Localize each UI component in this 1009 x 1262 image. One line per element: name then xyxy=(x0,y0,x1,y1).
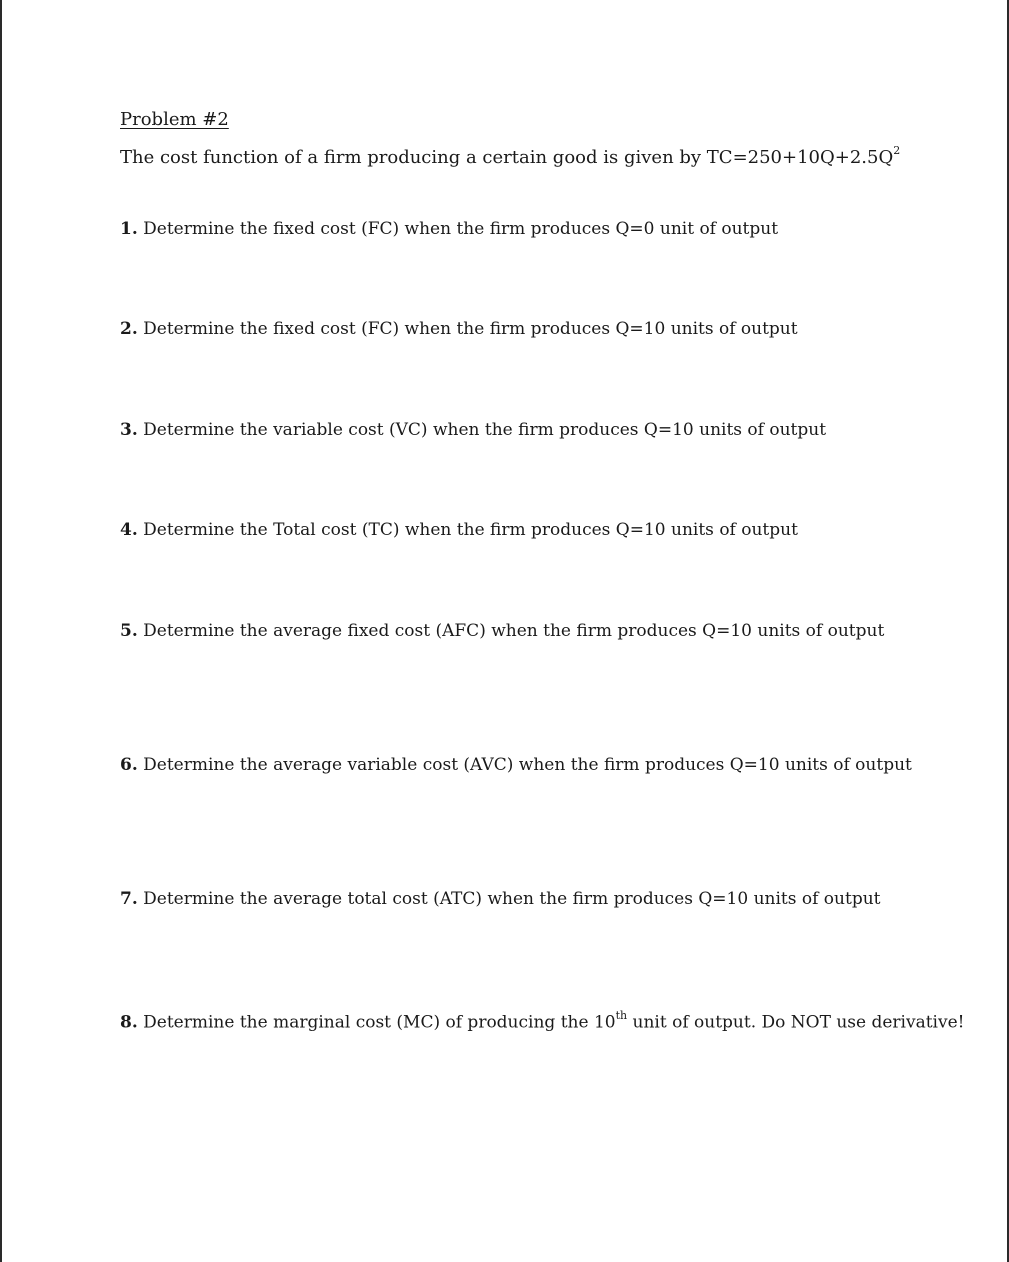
question-number: 7. xyxy=(120,889,138,909)
question-3 xyxy=(120,420,826,440)
question-1 xyxy=(120,219,778,239)
question-number: 3. xyxy=(120,420,138,440)
question-number: 8. xyxy=(120,1012,138,1033)
question-text-after: unit of output. Do NOT use derivative! xyxy=(627,1012,965,1033)
question-7 xyxy=(120,889,881,909)
problem-intro xyxy=(120,146,900,168)
question-8 xyxy=(120,1011,964,1033)
question-4 xyxy=(120,520,798,540)
question-number: 4. xyxy=(120,520,138,540)
question-2 xyxy=(120,319,798,339)
question-6 xyxy=(120,755,912,775)
question-text: Determine the Total cost (TC) when the firm produces Q=10 units of output xyxy=(143,520,798,540)
question-number: 2. xyxy=(120,319,138,339)
question-number: 5. xyxy=(120,621,138,641)
question-text: Determine the average fixed cost (AFC) when the firm produces Q=10 units of output xyxy=(143,621,885,641)
intro-text: The cost function of a firm producing a certain good is given by TC=250+10Q+2.5Q xyxy=(120,147,894,168)
page-left-border xyxy=(0,0,2,1262)
question-number: 6. xyxy=(120,755,138,775)
question-text: Determine the average variable cost (AVC) when the firm produces Q=10 units of output xyxy=(143,755,912,775)
question-text: Determine the fixed cost (FC) when the firm produces Q=0 unit of output xyxy=(143,219,779,239)
question-5 xyxy=(120,621,884,641)
question-text: Determine the average total cost (ATC) when the firm produces Q=10 units of output xyxy=(143,889,881,909)
intro-exponent: 2 xyxy=(893,144,901,157)
question-text: Determine the fixed cost (FC) when the firm produces Q=10 units of output xyxy=(143,319,798,339)
ordinal-superscript: th xyxy=(615,1009,628,1022)
question-text: Determine the variable cost (VC) when the firm produces Q=10 units of output xyxy=(143,420,827,440)
problem-title: Problem #2 xyxy=(120,109,229,130)
question-number: 1. xyxy=(120,219,138,239)
question-text-before: Determine the marginal cost (MC) of producing the 10 xyxy=(143,1012,616,1033)
